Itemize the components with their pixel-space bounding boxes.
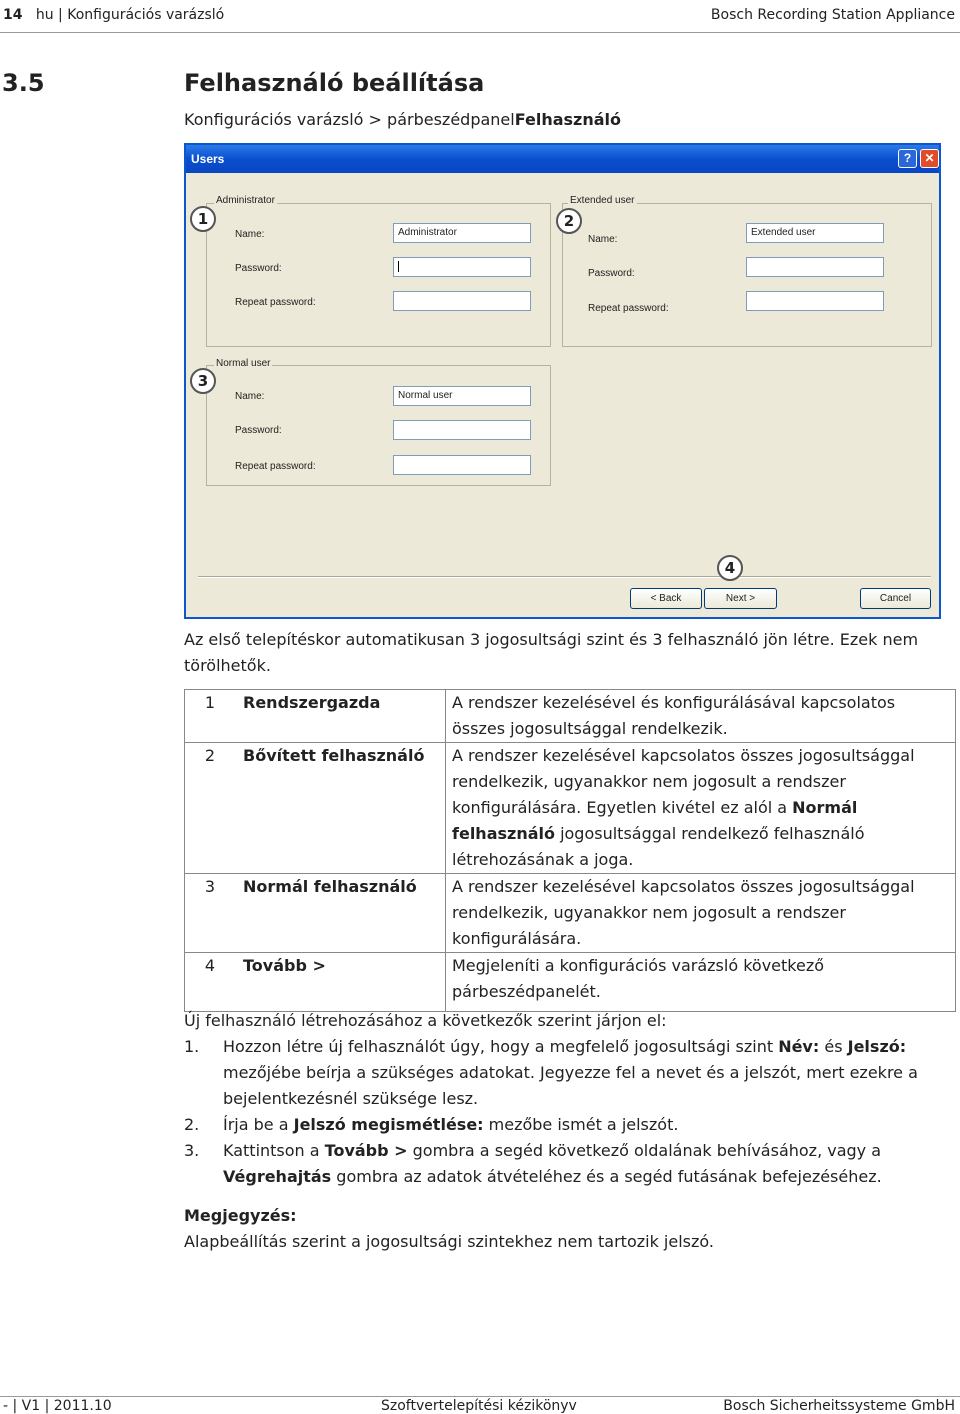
normal-repeat-input[interactable] [393,455,531,475]
normal-name-input[interactable]: Normal user [393,386,531,406]
step-part: gombra az adatok átvételéhez és a segéd futásának befejezéséhez. [331,1167,882,1186]
extended-repeat-input[interactable] [746,291,884,311]
text-cursor [398,261,399,272]
header-chapter: hu | Konfigurációs varázsló [35,7,225,23]
section-number: 3.5 [2,69,45,97]
users-dialog [184,143,941,619]
step-bold: Végrehajtás [223,1167,332,1186]
breadcrumb-path: Konfigurációs varázsló > párbeszédpanel [184,110,515,129]
next-button[interactable]: Next > [704,588,777,609]
table-row [185,690,956,743]
administrator-group-title: Administrator [216,195,275,206]
callout-2: 2 [556,208,582,234]
breadcrumb [184,110,621,129]
note-title: Megjegyzés: [184,1206,297,1225]
close-icon[interactable]: ✕ [920,149,939,168]
step-bold: Jelszó: [847,1037,907,1056]
row-name: Rendszergazda [235,690,446,743]
row-name: Bővített felhasználó [235,743,446,874]
page-number: 14 [3,7,23,23]
normal-name-label: Name: [235,391,265,402]
step-part: Írja be a [223,1115,294,1134]
row-number: 4 [185,953,236,1012]
admin-name-input[interactable]: Administrator [393,223,531,243]
extended-password-label: Password: [588,268,635,279]
row-description: A rendszer kezelésével és konfigurálásával kapcsolatos összes jogosultsággal rendelkezik. [446,690,956,743]
step-part: gombra a segéd következő oldalának behívásához, vagy a [407,1141,882,1160]
admin-password-label: Password: [235,263,282,274]
extended-name-input[interactable]: Extended user [746,223,884,243]
step-text [223,1138,943,1190]
step-text [223,1034,943,1112]
back-button[interactable]: < Back [630,588,702,609]
row-description [446,743,956,874]
dialog-title: Users [191,152,225,166]
note-text: Alapbeállítás szerint a jogosultsági szintekhez nem tartozik jelszó. [184,1232,714,1251]
step-part: Kattintson a [223,1141,325,1160]
step-text [223,1112,943,1138]
callout-3: 3 [190,368,216,394]
step-part: mezőbe ismét a jelszót. [483,1115,679,1134]
step-bold: Név: [778,1037,820,1056]
row-number: 1 [185,690,236,743]
row-number: 2 [185,743,236,874]
header-product: Bosch Recording Station Appliance [710,7,955,23]
step-number: 2. [184,1115,200,1134]
step-part: Hozzon létre új felhasználót úgy, hogy a megfelelő jogosultsági szint [223,1037,779,1056]
admin-repeat-input[interactable] [393,291,531,311]
cancel-button[interactable]: Cancel [860,588,931,609]
row-description: Megjeleníti a konfigurációs varázsló következő párbeszédpanelét. [446,953,956,1012]
help-icon[interactable]: ? [898,149,917,168]
footer-version: - | V1 | 2011.10 [3,1398,112,1414]
admin-password-input[interactable] [393,257,531,277]
footer-company: Bosch Sicherheitssysteme GmbH [723,1398,955,1414]
extended-repeat-label: Repeat password: [588,303,669,314]
desc-bold: Normál felhasználó [452,798,858,843]
table-row [185,953,956,1012]
user-levels-table [184,689,956,1012]
normal-password-input[interactable] [393,420,531,440]
header-left [3,7,224,23]
row-number: 3 [185,874,236,953]
footer-divider [0,1396,960,1397]
steps-intro: Új felhasználó létrehozásához a következők szerint járjon el: [184,1011,667,1030]
step-bold: Tovább > [324,1141,408,1160]
table-row [185,874,956,953]
normal-user-group-title: Normal user [216,358,271,369]
page-header [0,0,960,33]
desc-text: A rendszer kezelésével kapcsolatos összes jogosultsággal rendelkezik, ugyanakkor nem jogosult a rendszer konfigurálására. Egyetlen kivétel ez alól a [452,746,915,817]
normal-repeat-label: Repeat password: [235,461,316,472]
step-bold: Jelszó megismétlése: [293,1115,484,1134]
dialog-titlebar [186,145,939,173]
callout-1: 1 [190,206,216,232]
intro-paragraph: Az első telepítéskor automatikusan 3 jogosultsági szint és 3 felhasználó jön létre. Ezek nem törölhetők. [184,630,919,675]
step-number: 3. [184,1141,200,1160]
normal-password-label: Password: [235,425,282,436]
breadcrumb-current: Felhasználó [514,110,622,129]
row-name: Normál felhasználó [235,874,446,953]
extended-name-label: Name: [588,234,618,245]
table-row [185,743,956,874]
extended-password-input[interactable] [746,257,884,277]
callout-4: 4 [717,555,743,581]
step-part: mezőjébe beírja a szükséges adatokat. Jegyezze fel a nevet és a jelszót, mert ezekre a bejelentkezésnél szüksége lesz. [223,1063,918,1108]
footer-manual-title: Szoftvertelepítési kézikönyv [381,1398,577,1414]
extended-user-group-title: Extended user [570,195,635,206]
row-description: A rendszer kezelésével kapcsolatos összes jogosultsággal rendelkezik, ugyanakkor nem jogosult a rendszer konfigurálására. [446,874,956,953]
step-part: és [819,1037,848,1056]
step-number: 1. [184,1037,200,1056]
admin-repeat-label: Repeat password: [235,297,316,308]
section-title: Felhasználó beállítása [184,69,485,97]
button-separator [198,576,931,578]
desc-text: jogosultsággal rendelkező felhasználó létrehozásának a joga. [452,824,865,869]
admin-name-label: Name: [235,229,265,240]
row-name: Tovább > [235,953,446,1012]
